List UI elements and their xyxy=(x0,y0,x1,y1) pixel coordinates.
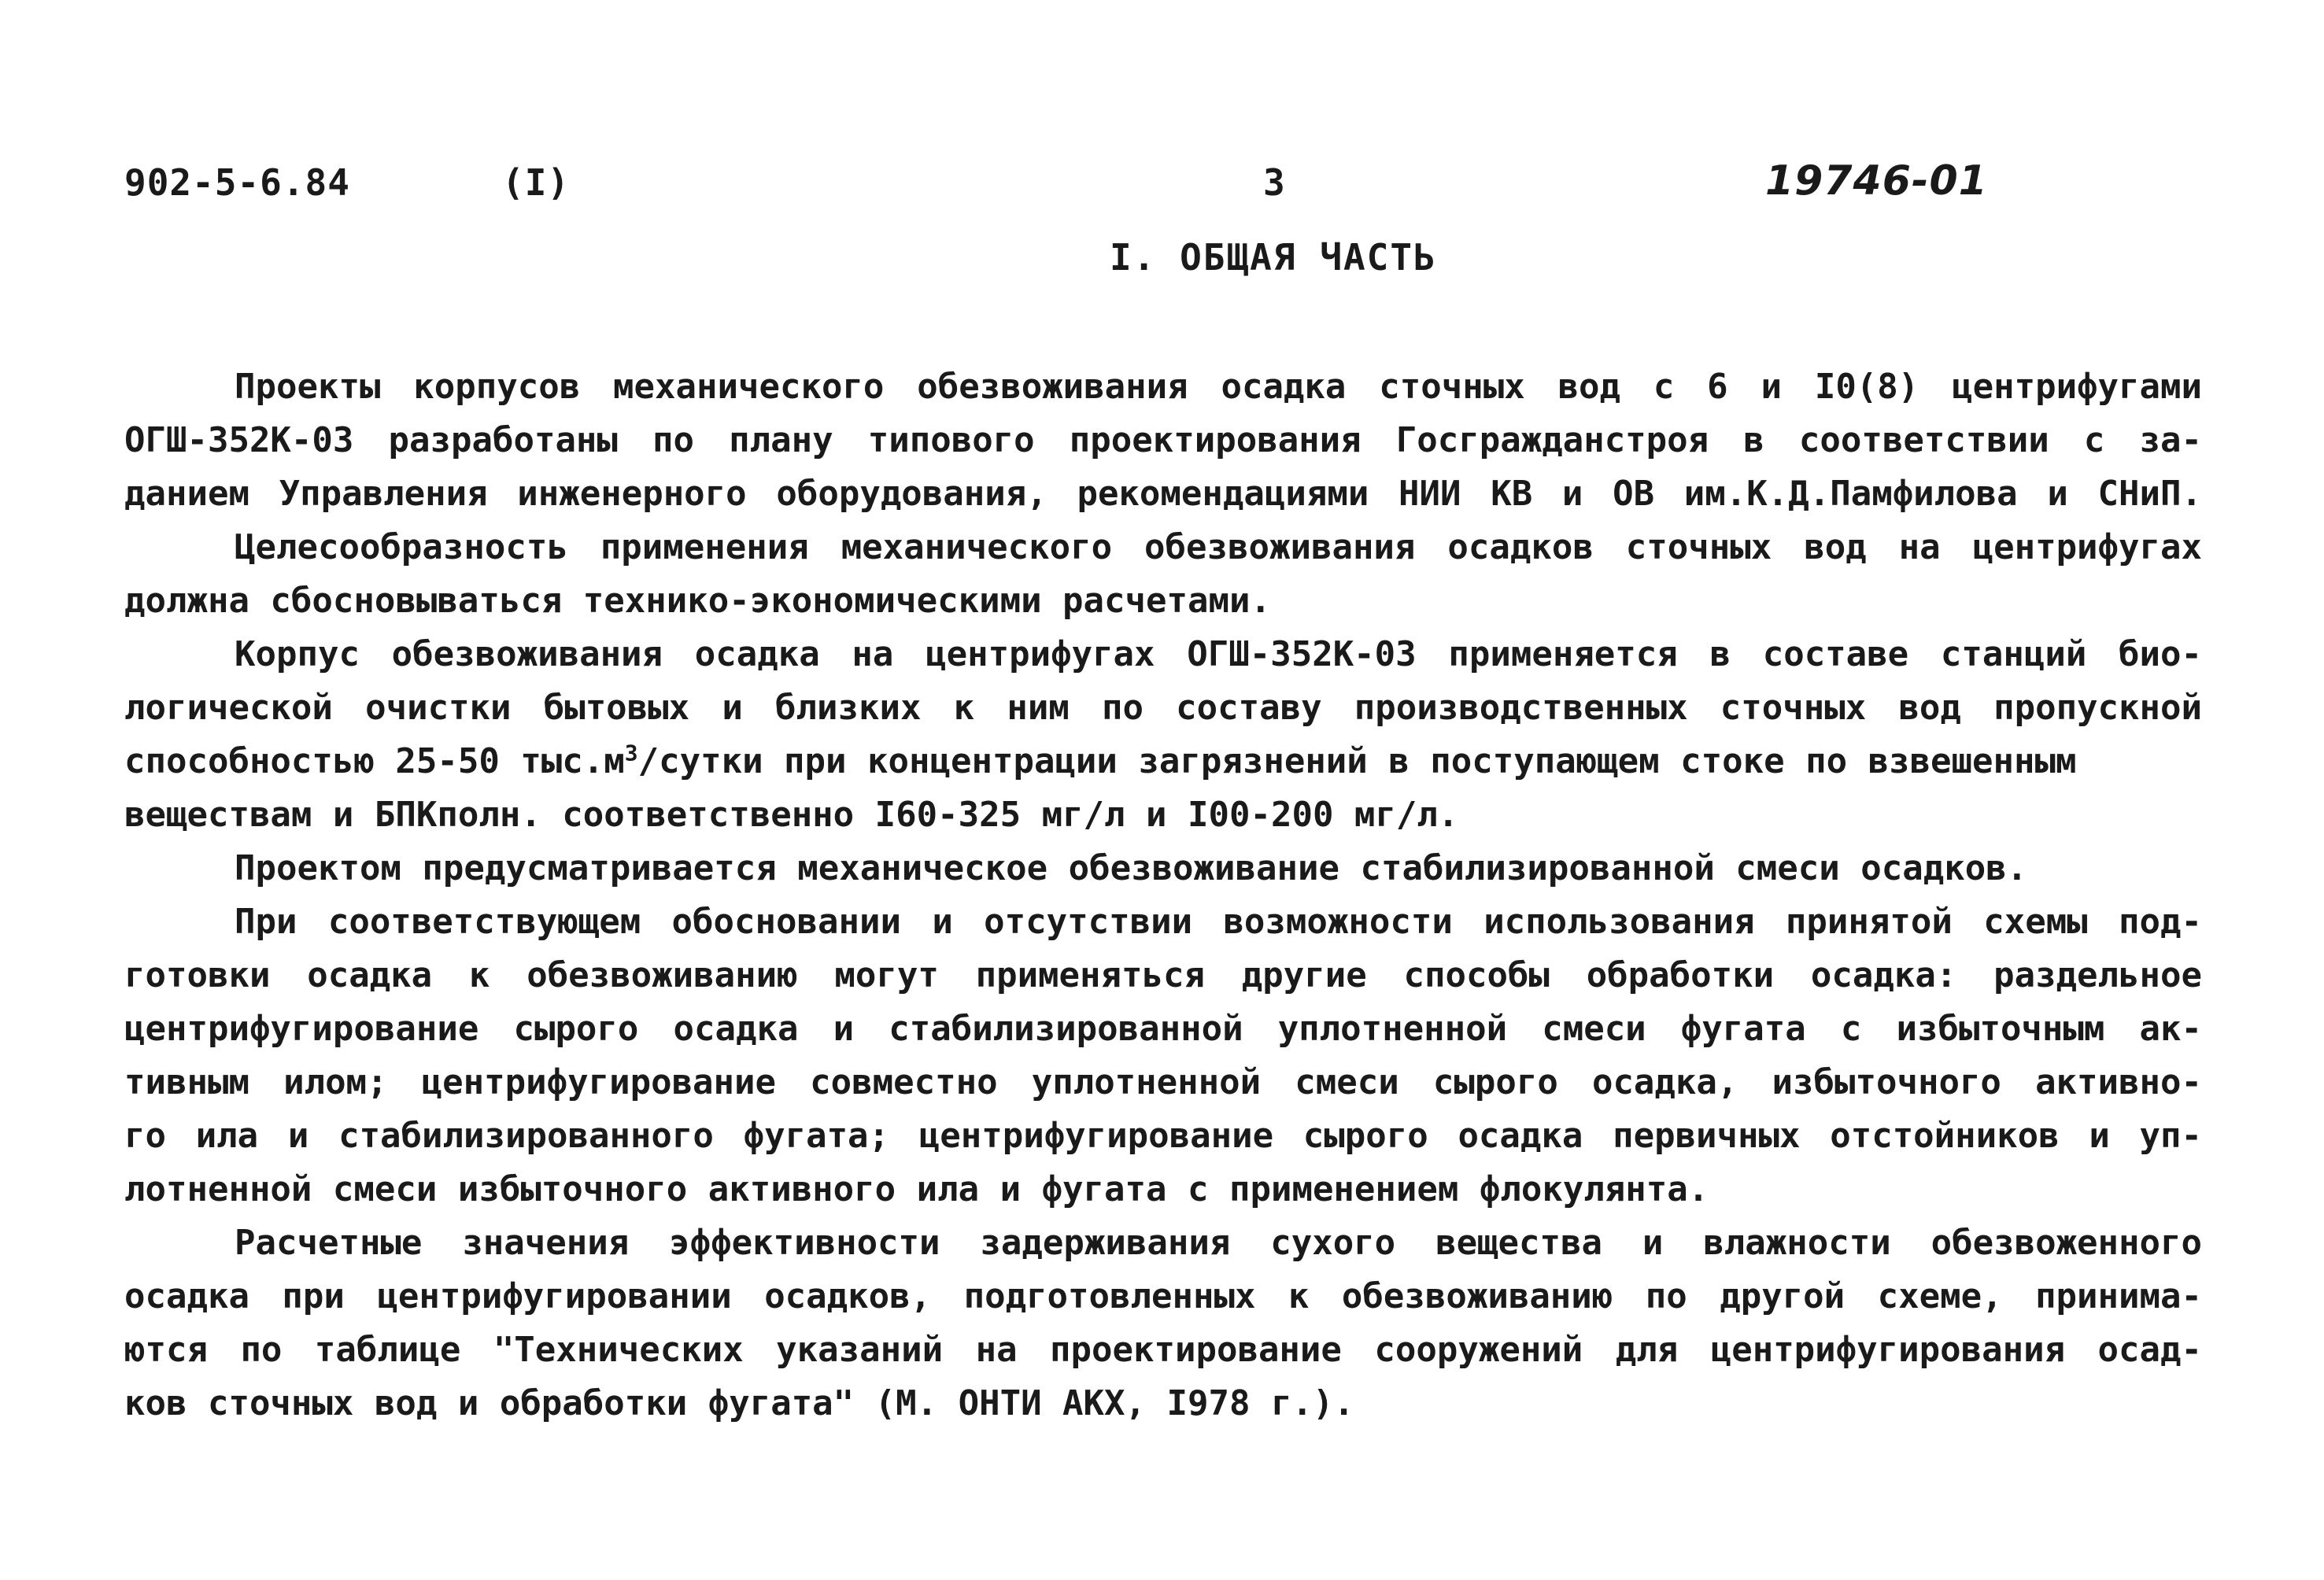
section-title: I. ОБЩАЯ ЧАСТЬ xyxy=(1110,236,1437,279)
paragraph-line: При соответствующем обосновании и отсутствии возможности использования принятой схемы под- xyxy=(235,902,2202,942)
part-number: (I) xyxy=(502,161,571,204)
paragraph-line: центрифугирование сырого осадка и стабилизированной уплотненной смеси фугата с избыточным ак- xyxy=(124,1009,2202,1049)
paragraph-line: веществам и БПКполн. соответственно I60-325 мг/л и I00-200 мг/л. xyxy=(124,795,1459,835)
text-segment: /сутки при концентрации загрязнений в поступающем стоке по взвешенным xyxy=(637,741,2077,781)
text-segment: способностью 25-50 тыс.м xyxy=(124,741,625,781)
paragraph-line xyxy=(124,738,2202,785)
page-number: 3 xyxy=(1263,161,1286,204)
paragraph-line: Расчетные значения эффективности задерживания сухого вещества и влажности обезвоженного xyxy=(235,1223,2202,1263)
paragraph-line: лотненной смеси избыточного активного ила и фугата с применением флокулянта. xyxy=(124,1169,1709,1209)
paragraph-line: Корпус обезвоживания осадка на центрифугах ОГШ-352К-03 применяется в составе станций био- xyxy=(235,634,2202,674)
paragraph-line: Проекты корпусов механического обезвоживания осадка сточных вод с 6 и I0(8) центрифугами xyxy=(235,367,2202,407)
paragraph-line: готовки осадка к обезвоживанию могут применяться другие способы обработки осадка: раздельное xyxy=(124,955,2202,995)
paragraph-line: Целесообразность применения механического обезвоживания осадков сточных вод на центрифугах xyxy=(235,527,2202,567)
paragraph-line: го ила и стабилизированного фугата; центрифугирование сырого осадка первичных отстойников и уп- xyxy=(124,1116,2202,1156)
paragraph-line: Проектом предусматривается механическое обезвоживание стабилизированной смеси осадков. xyxy=(235,848,2028,888)
paragraph-line: тивным илом; центрифугирование совместно уплотненной смеси сырого осадка, избыточного активно- xyxy=(124,1062,2202,1102)
superscript: 3 xyxy=(624,740,638,766)
paragraph-line: данием Управления инженерного оборудования, рекомендациями НИИ КВ и ОВ им.К.Д.Памфилова и СНиП. xyxy=(124,474,2202,514)
archive-number: 19746-01 xyxy=(1765,157,1988,205)
paragraph-line: должна сбосновываться технико-экономическими расчетами. xyxy=(124,581,1271,621)
paragraph-line: осадка при центрифугировании осадков, подготовленных к обезвоживанию по другой схеме, принима- xyxy=(124,1276,2202,1316)
document-code: 902-5-6.84 xyxy=(124,161,350,204)
paragraph-line: ются по таблице "Технических указаний на проектирование сооружений для центрифугирования осад- xyxy=(124,1330,2202,1370)
paragraph-line: ОГШ-352К-03 разработаны по плану типового проектирования Госгражданстроя в соответствии с за- xyxy=(124,420,2202,460)
paragraph-line: логической очистки бытовых и близких к ним по составу производственных сточных вод пропускной xyxy=(124,688,2202,728)
paragraph-line: ков сточных вод и обработки фугата" (М. ОНТИ АКХ, I978 г.). xyxy=(124,1383,1354,1423)
